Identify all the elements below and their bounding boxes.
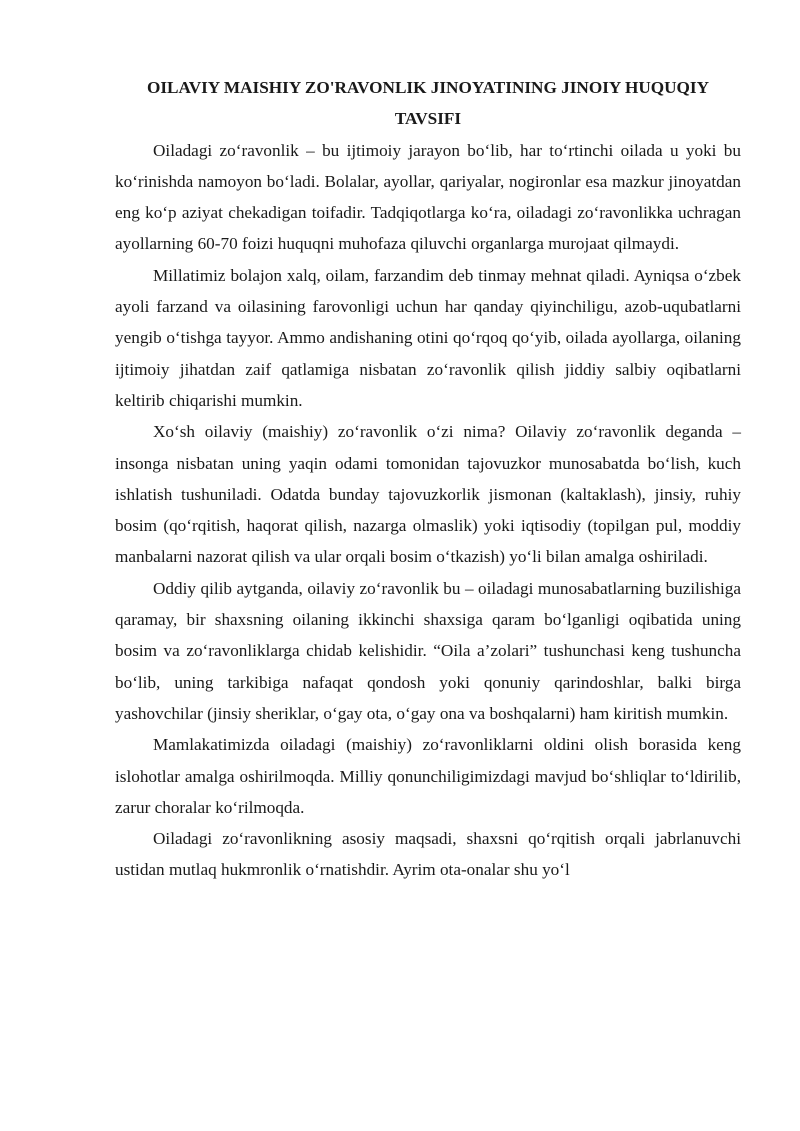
document-title: OILAVIY MAISHIY ZO'RAVONLIK JINOYATINING JINOIY HUQUQIY TAVSIFI — [146, 78, 709, 129]
paragraph-2: Millatimiz bolajon xalq, oilam, farzandim deb tinmay mehnat qiladi. Ayniqsa o‘zbek ayoli farzand va oilasining farovonligi uchun har qanday qiyinchiligu, azob-uqubatlarni yengib o‘tishga tayyor. Ammo andishaning otini qo‘rqoq qo‘yib, oilada ayollarga, oilaning ijtimoiy jihatdan zaif qatlamiga nisbatan zo‘ravonlik qilish jiddiy salbiy oqibatlarni keltirib chiqarishi mumkin. — [115, 265, 741, 410]
paragraph-1: Oiladagi zo‘ravonlik – bu ijtimoiy jarayon bo‘lib, har to‘rtinchi oilada u yoki bu ko‘rinishda namoyon bo‘ladi. Bolalar, ayollar, qariyalar, nogironlar esa mazkur jinoyatdan eng ko‘p aziyat chekadigan toifadir. Tadqiqotlarga ko‘ra, oiladagi zo‘ravonlikka uchragan ayollarning 60-70 foizi huquqni muhofaza qiluvchi organlarga murojaat qilmaydi. — [115, 140, 741, 254]
paragraph-4: Oddiy qilib aytganda, oilaviy zo‘ravonlik bu – oiladagi munosabatlarning buzilishiga qaramay, bir shaxsning oilaning ikkinchi shaxsiga qaram bo‘lganligi oqibatida uning bosim va zo‘ravonliklarga chidab kelishidir. “Oila a’zolari” tushunchasi keng tushuncha bo‘lib, uning tarkibiga nafaqat qondosh yoki qonuniy qarindoshlar, balki birga yashovchilar (jinsiy sheriklar, o‘gay ota, o‘gay ona va boshqalarni) ham kiritish mumkin. — [115, 578, 741, 723]
paragraph-5: Mamlakatimizda oiladagi (maishiy) zo‘ravonliklarni oldini olish borasida keng islohotlar amalga oshirilmoqda. Milliy qonunchiligimizdagi mavjud bo‘shliqlar to‘ldirilib, zarur choralar ko‘rilmoqda. — [115, 735, 741, 817]
paragraph-3: Xo‘sh oilaviy (maishiy) zo‘ravonlik o‘zi nima? Oilaviy zo‘ravonlik deganda – insonga nisbatan uning yaqin odami tomonidan tajovuzkor munosabatda bo‘lish, kuch ishlatish tushuniladi. Odatda bunday tajovuzkorlik jismonan (kaltaklash), jinsiy, ruhiy bosim (qo‘rqitish, haqorat qilish, nazarga olmaslik) yoki iqtisodiy (topilgan pul, moddiy manbalarni nazorat qilish va ular orqali bosim o‘tkazish) yo‘li bilan amalga oshiriladi. — [115, 422, 741, 567]
document-body — [115, 72, 741, 886]
paragraph-6: Oiladagi zo‘ravonlikning asosiy maqsadi, shaxsni qo‘rqitish orqali jabrlanuvchi ustidan mutlaq hukmronlik o‘rnatishdir. Ayrim ota-onalar shu yo‘l — [115, 829, 741, 880]
